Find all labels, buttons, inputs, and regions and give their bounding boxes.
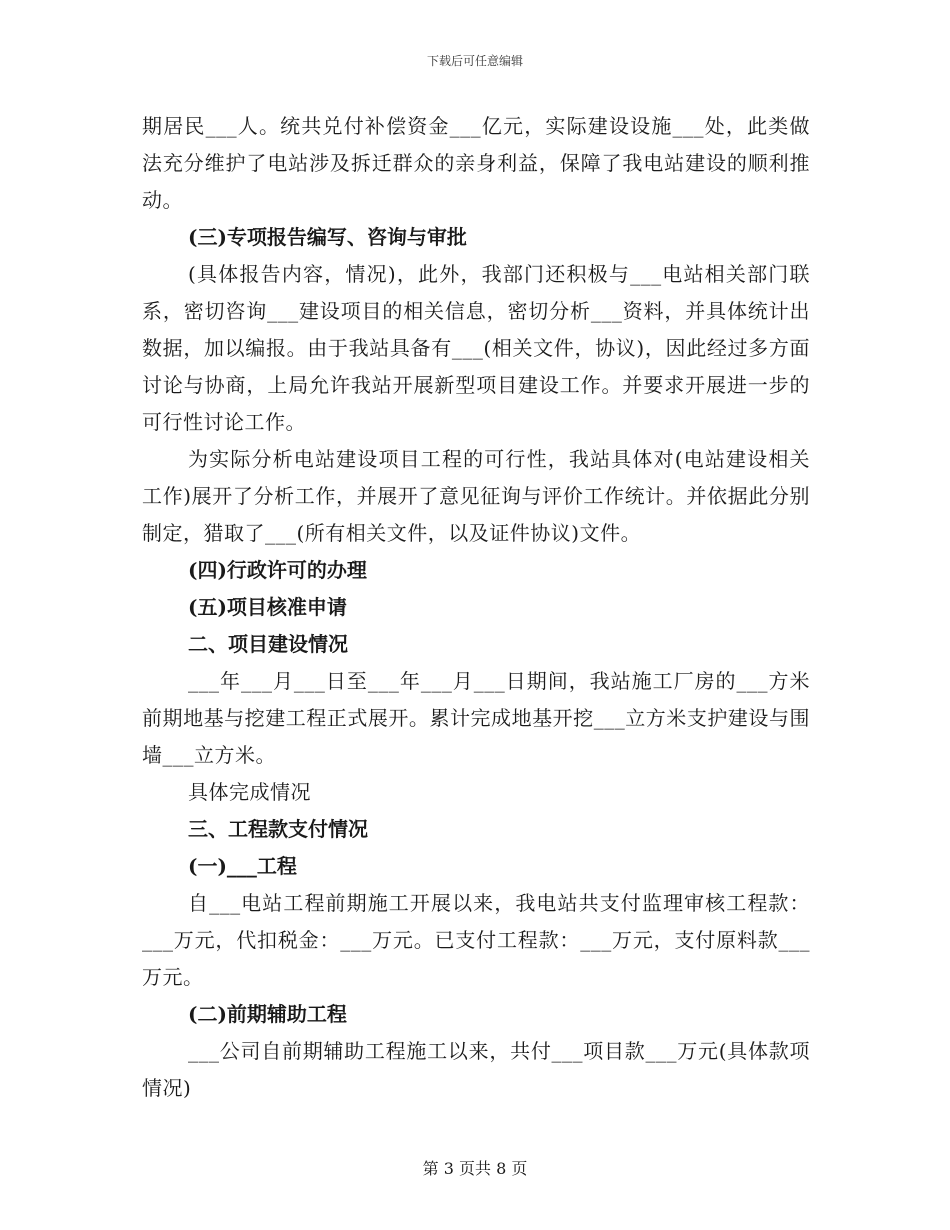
paragraph-auxiliary-payment: ___公司自前期辅助工程施工以来，共付___项目款___万元(具体款项情况) xyxy=(142,1039,810,1100)
paragraph-compensation: 期居民___人。统共兑付补偿资金___亿元，实际建设设施___处，此类做法充分维护了电站涉及拆迁群众的亲身利益，保障了我电站建设的顺利推动。 xyxy=(142,114,810,212)
paragraph-feasibility: 为实际分析电站建设项目工程的可行性，我站具体对(电站建设相关工作)展开了分析工作，并展开了意见征询与评价工作统计。并依据此分别制定，猎取了___(所有相关文件，以及证件协议)文件。 xyxy=(142,447,810,545)
page-number: 第 3 页共 8 页 xyxy=(422,1159,528,1178)
paragraph-payment-details: 自___电站工程前期施工开展以来，我电站共支付监理审核工程款：___万元，代扣税金：___万元。已支付工程款：___万元，支付原料款___万元。 xyxy=(142,891,810,989)
heading-special-report: (三)专项报告编写、咨询与审批 xyxy=(188,225,467,249)
paragraph-completion-status: 具体完成情况 xyxy=(188,780,311,804)
document-body xyxy=(142,108,810,1107)
heading-project-one: (一)___工程 xyxy=(188,854,297,878)
heading-construction-status: 二、项目建设情况 xyxy=(188,632,348,656)
heading-administrative-permit: (四)行政许可的办理 xyxy=(188,558,367,582)
paragraph-construction-period: ___年___月___日至___年___月___日期间，我站施工厂房的___方米前期地基与挖建工程正式展开。累计完成地基开挖___立方米支护建设与围墙___立方米。 xyxy=(142,669,810,767)
page-header: 下载后可任意编辑 xyxy=(426,54,523,68)
heading-project-approval: (五)项目核准申请 xyxy=(188,595,347,619)
heading-payment-status: 三、工程款支付情况 xyxy=(188,817,368,841)
paragraph-report-content: (具体报告内容，情况)，此外，我部门还积极与___电站相关部门联系，密切咨询___建设项目的相关信息，密切分析___资料，并具体统计出数据，加以编报。由于我站具备有___(相关文件，协议)，因此经过多方面讨论与协商，上局允许我站开展新型项目建设工作。并要求开展进一步的可行性讨论工作。 xyxy=(142,262,810,434)
heading-auxiliary-works: (二)前期辅助工程 xyxy=(188,1002,347,1026)
